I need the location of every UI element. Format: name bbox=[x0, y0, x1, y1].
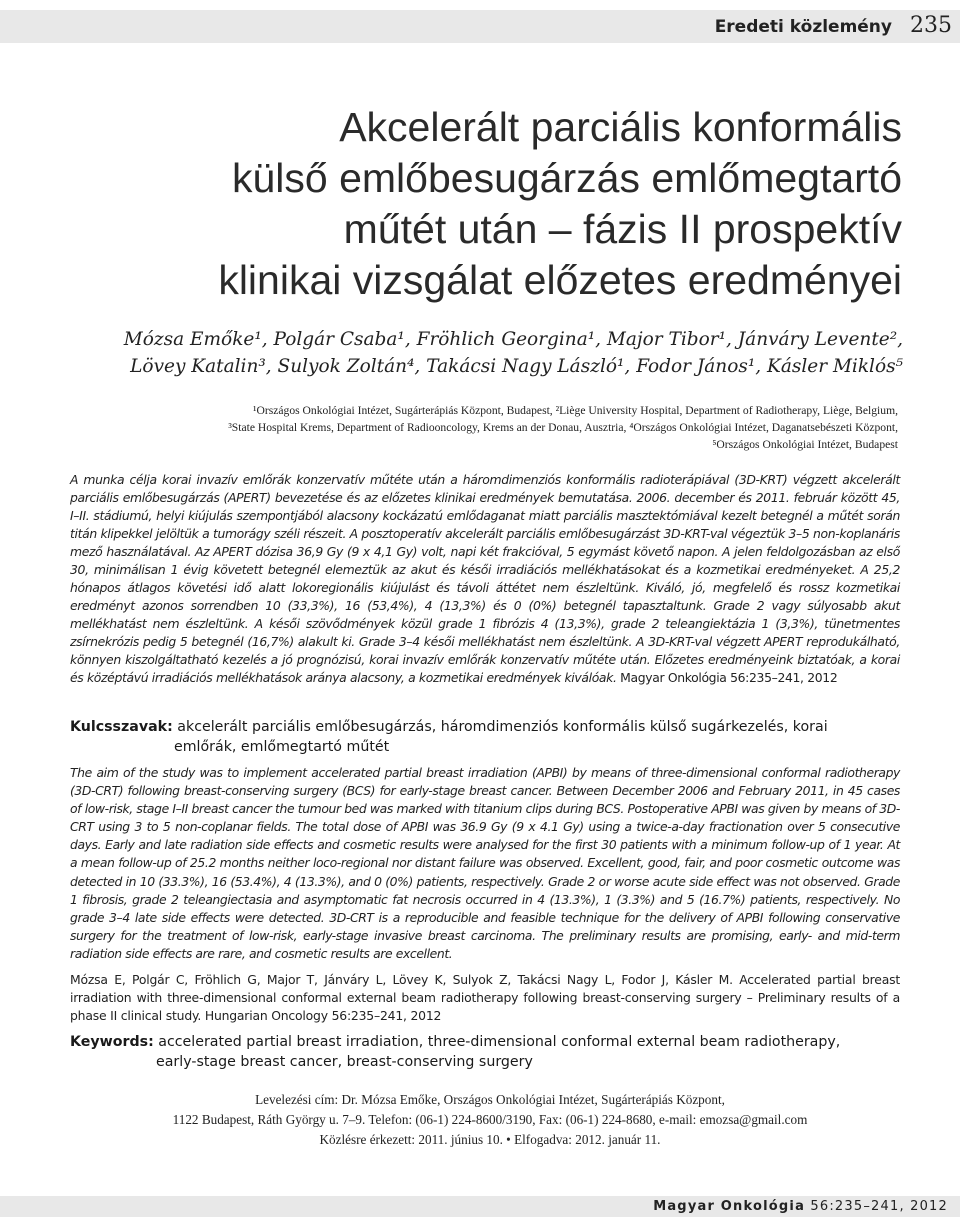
keywords-english bbox=[70, 1032, 900, 1072]
affiliations bbox=[40, 402, 898, 453]
author-list bbox=[60, 326, 903, 380]
title-line: műtét után – fázis II prospektív bbox=[343, 206, 902, 252]
author-line: Lövey Katalin³, Sulyok Zoltán⁴, Takácsi Nagy László¹, Fodor János¹, Kásler Miklós⁵ bbox=[130, 356, 903, 377]
keywords-hu-text: akcelerált parciális emlőbesugárzás, háromdimenziós konformális külső sugárkezelés, korai bbox=[177, 719, 828, 735]
title-line: külső emlőbesugárzás emlőmegtartó bbox=[232, 155, 902, 201]
keywords-hu-label: Kulcsszavak: bbox=[70, 719, 173, 735]
keywords-en-line1 bbox=[70, 1032, 900, 1052]
affiliation-line: ⁵Országos Onkológiai Intézet, Budapest bbox=[712, 438, 898, 451]
contact-line: 1122 Budapest, Ráth György u. 7–9. Telefon: (06-1) 224-8600/3190, Fax: (06-1) 224-8680, e-mail: emozsa@gmail.com bbox=[172, 1112, 808, 1127]
footer-journal-name: Magyar Onkológia bbox=[653, 1199, 806, 1214]
correspondence bbox=[60, 1090, 920, 1150]
title-line: Akcelerált parciális konformális bbox=[339, 104, 902, 150]
keywords-hu-line2: emlőrák, emlőmegtartó műtét bbox=[174, 739, 390, 755]
title-line: klinikai vizsgálat előzetes eredményei bbox=[218, 257, 902, 303]
abstract-hu-journal-ref: Magyar Onkológia 56:235–241, 2012 bbox=[620, 670, 838, 685]
abstract-english: The aim of the study was to implement accelerated partial breast irradiation (APBI) by means of three-dimensional conformal radiotherapy (3D-CRT) following breast-conserving surgery (BCS) for early-stage breast cancer. Between December 2006 and February 2011, in 45 cases of low-risk, stage I–II breast cancer the tumour bed was marked with titanium clips during BCS. Postoperative APBI was given by means of 3D-CRT using 3 to 5 non-coplanar fields. The total dose of APBI was 36.9 Gy (9 x 4.1 Gy) using a twice-a-day fractionation over 5 consecutive days. Early and late radiation side effects and cosmetic results were analysed for the first 30 patients with a minimum follow-up of 1 year. At a mean follow-up of 25.2 months neither loco-regional nor distant failure was observed. Excellent, good, fair, and poor cosmetic outcome was detected in 10 (33.3%), 16 (53.4%), 4 (13.3%), and 0 (0%) patients, respectively. Grade 2 or worse acute side effect was not observed. Grade 1 fibrosis, grade 2 teleangiectasia and asymptomatic fat necrosis occurred in 4 (13.3%), 1 (3.3%) and 5 (16.7%) patients, respectively. No grade 3–4 late side effects were detected. 3D-CRT is a reproducible and feasible technique for the delivery of APBI following conservative surgery for the treatment of low-risk, early-stage invasive breast carcinoma. The preliminary results are promising, early- and mid-term radiation side effects are rare, and cosmetic results are excellent. bbox=[70, 765, 900, 961]
footer-journal-ref bbox=[653, 1197, 948, 1216]
citation: Mózsa E, Polgár C, Fröhlich G, Major T, Jánváry L, Lövey K, Sulyok Z, Takácsi Nagy L, Fodor J, Kásler M. Accelerated partial breast irradiation with three-dimensional conformal external beam radiotherapy following breast-conserving surgery – Preliminary results of a phase II clinical study. Hungarian Oncology 56:235–241, 2012 bbox=[70, 972, 900, 1023]
abstract-hu-text: A munka célja korai invazív emlőrák konzervatív műtéte után a háromdimenziós konformális radioterápiával (3D-KRT) végzett akcelerált parciális emlőbesugárzás (APERT) bevezetése és az előzetes klinikai eredmények bemutatása. 2006. december és 2011. február között 45, I–II. stádiumú, helyi kiújulás szempontjából alacsony kockázatú emlődaganat miatt parciális masztektómiával kezelt betegnél a műtét során titán klipekkel jelöltük a tumorágy széli részeit. A posztoperatív akcelerált parciális emlőbesugárzást 3D-KRT-val végeztük 3–5 non-koplanáris mező használatával. Az APERT dózisa 36,9 Gy (9 x 4,1 Gy) volt, napi két frakcióval, 5 egymást követő napon. A jelen feldolgozásban az első 30, minimálisan 1 évig követett betegnél elemeztük az akut és késői irradiációs mellékhatásokat és a kozmetikai eredményeket. A 25,2 hónapos átlagos követési idő alatt lokoregionális kiújulást és távoli áttétet nem észleltünk. Kiváló, jó, megfelelő és rossz kozmetikai eredményt azonos sorrendben 10 (33,3%), 16 (53,4%), 4 (13,3%) és 0 (0%) betegnél tapasztaltunk. Grade 2 vagy súlyosabb akut mellékhatást nem észleltünk. A késői szövődmények közül grade 1 fibrózis 4 (13,3%), grade 2 teleangiektázia 1 (3,3%), tünetmentes zsírnekrózis pedig 5 betegnél (16,7%) alakult ki. Grade 3–4 késői mellékhatást nem észleltünk. A 3D-KRT-val végzett APERT reprodukálható, könnyen kiszolgáltatható kezelés a jó prognózisú, korai invazív emlőrák konzervatív műtéte után. Előzetes eredményeink biztatóak, a korai és középtávú irradiációs mellékhatások aránya alacsony, a kozmetikai eredmények kiválóak. bbox=[70, 472, 900, 685]
contact-line: Levelezési cím: Dr. Mózsa Emőke, Országos Onkológiai Intézet, Sugárterápiás Központ, bbox=[255, 1092, 725, 1107]
abstract-hungarian bbox=[70, 471, 900, 687]
affiliation-line: ³State Hospital Krems, Department of Radiooncology, Krems an der Donau, Ausztria, ⁴Országos Onkológiai Intézet, Daganatsebészeti Központ, bbox=[228, 421, 898, 434]
keywords-en-label: Keywords: bbox=[70, 1034, 154, 1050]
received-accepted-dates: Közlésre érkezett: 2011. június 10. • Elfogadva: 2012. január 11. bbox=[319, 1132, 661, 1147]
author-line: Mózsa Emőke¹, Polgár Csaba¹, Fröhlich Georgina¹, Major Tibor¹, Jánváry Levente², bbox=[123, 329, 903, 350]
keywords-hu-line1 bbox=[70, 717, 900, 737]
footer-volume-pages: 56:235–241, 2012 bbox=[805, 1199, 948, 1214]
keywords-en-line2: early-stage breast cancer, breast-conserving surgery bbox=[156, 1054, 533, 1070]
keywords-en-text: accelerated partial breast irradiation, three-dimensional conformal external beam radiotherapy, bbox=[158, 1034, 841, 1050]
keywords-hungarian bbox=[70, 717, 900, 757]
affiliation-line: ¹Országos Onkológiai Intézet, Sugárterápiás Központ, Budapest, ²Liège University Hospital, Department of Radiotherapy, Liège, Belgium, bbox=[253, 404, 898, 417]
article-title bbox=[90, 102, 902, 306]
section-label: Eredeti közlemény bbox=[714, 17, 892, 37]
page-number: 235 bbox=[910, 13, 952, 38]
